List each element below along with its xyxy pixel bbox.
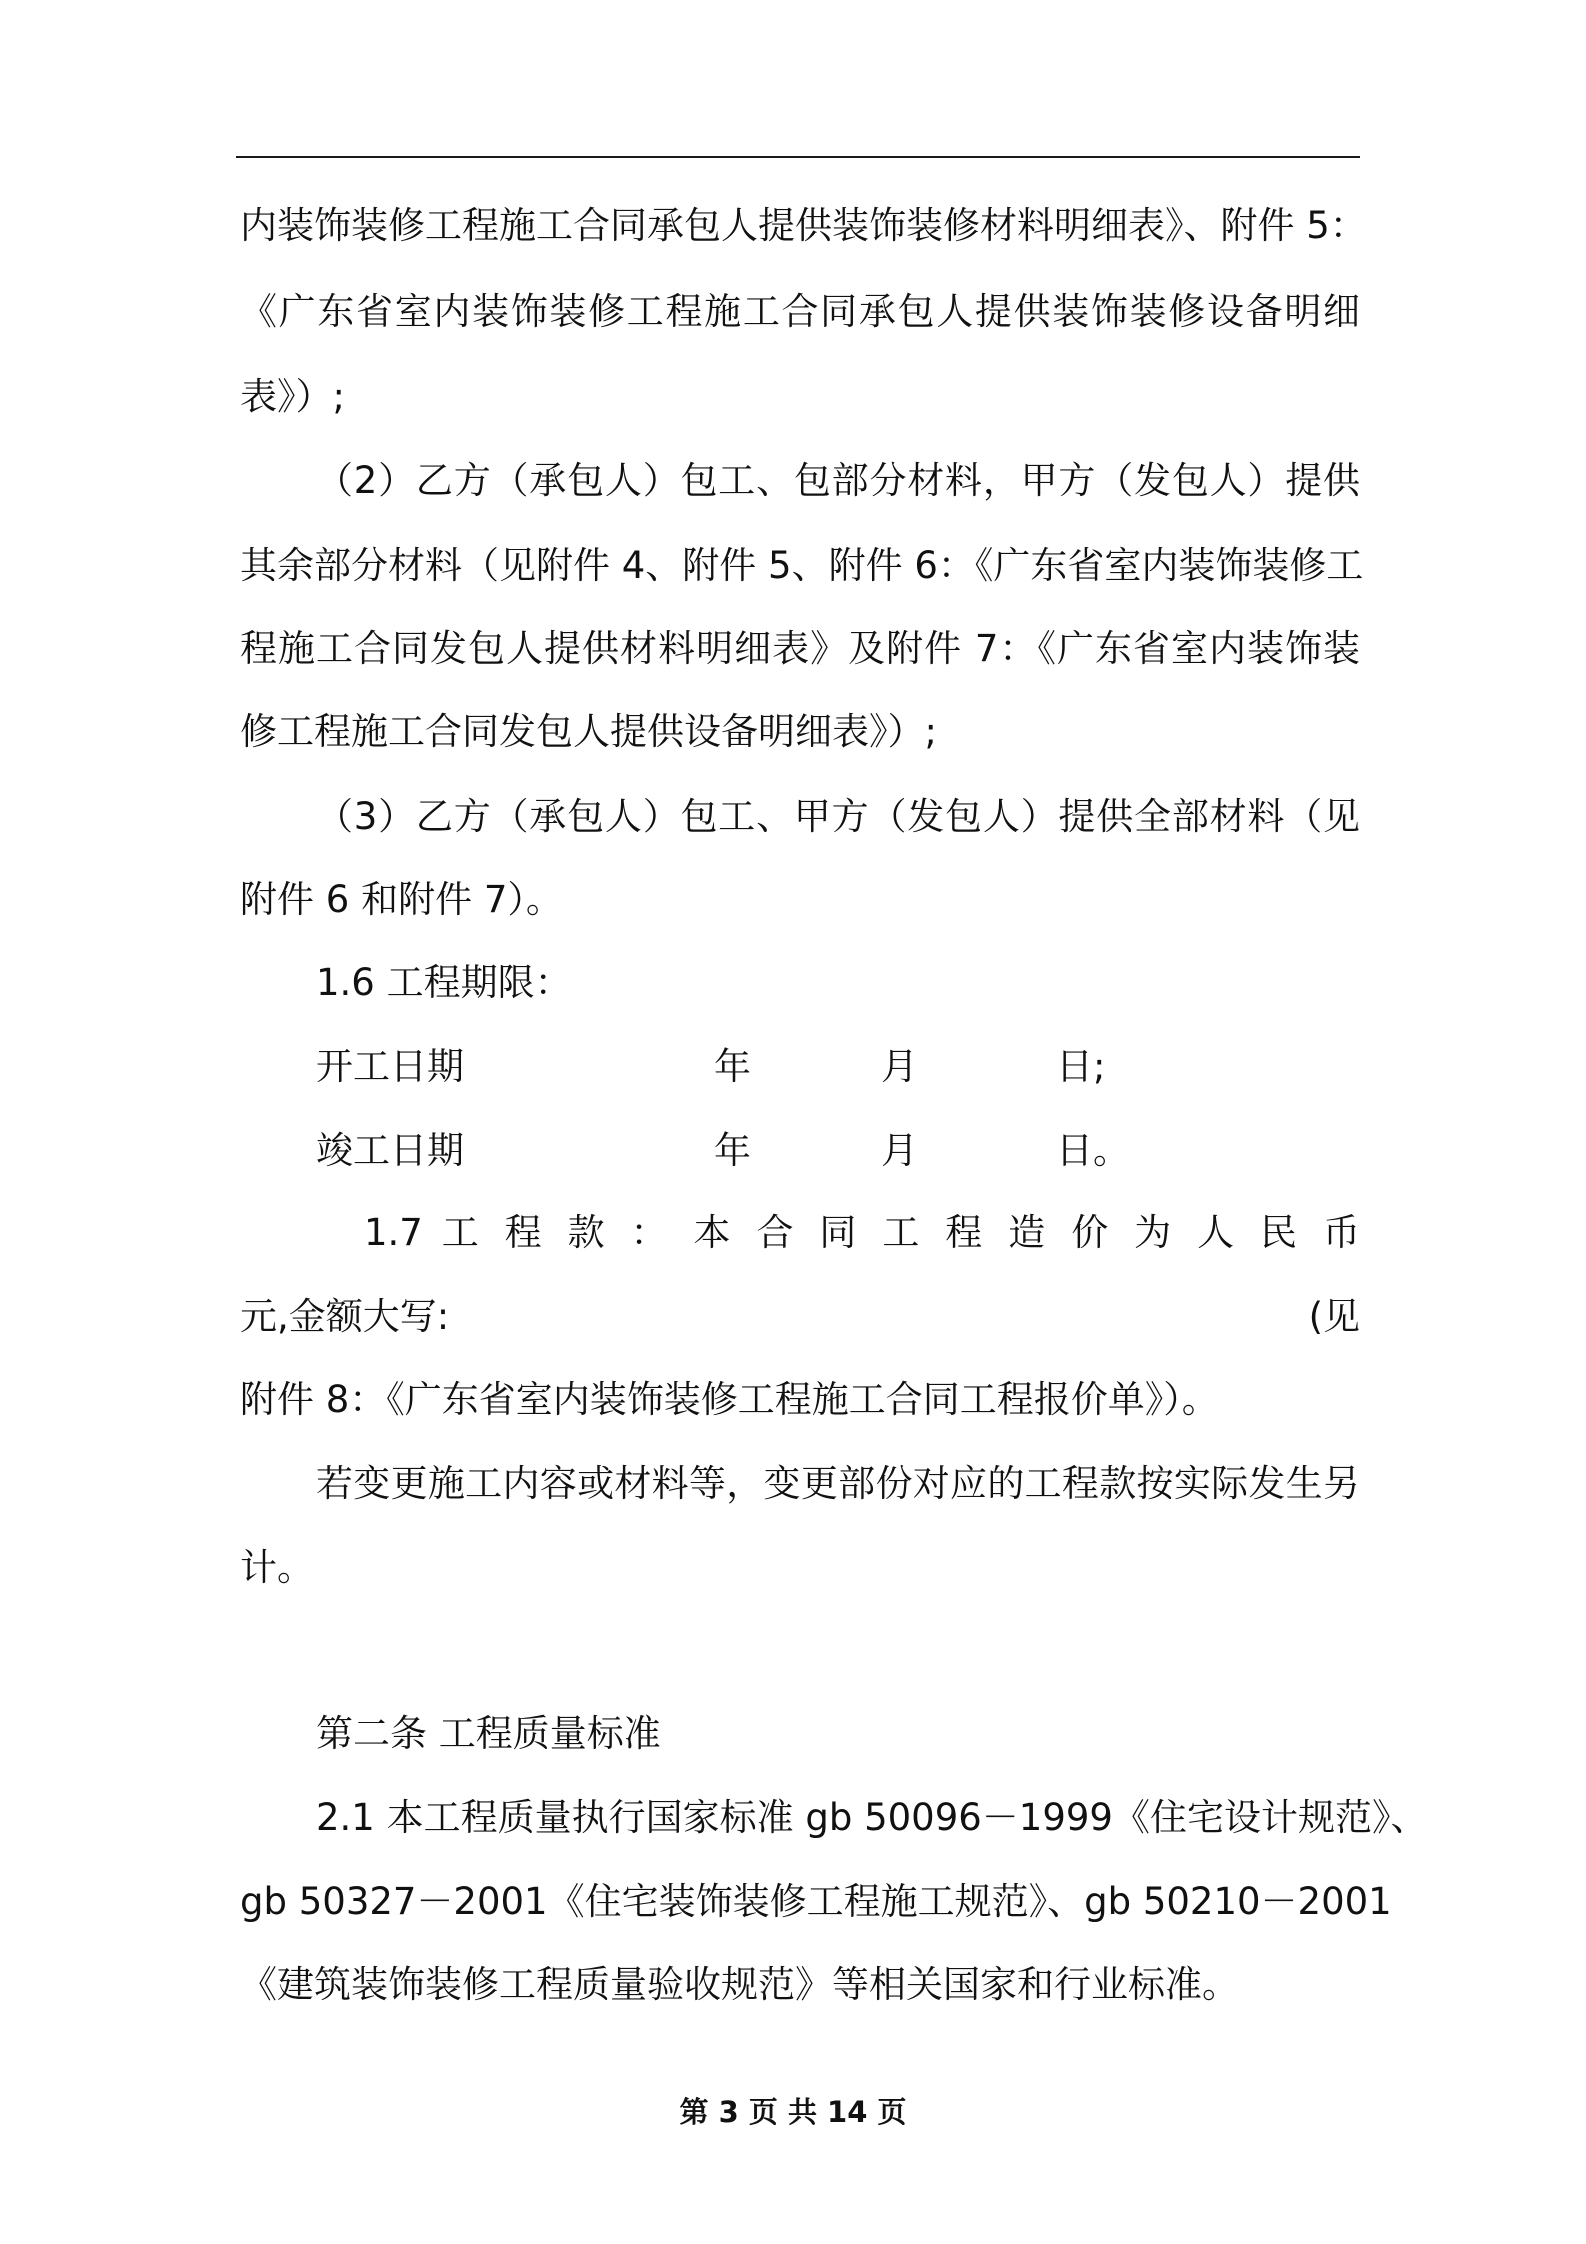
text-line: 《广东省室内装饰装修工程施工合同承包人提供装饰装修设备明细 xyxy=(240,290,1360,333)
amount-left: 元,金额大写: xyxy=(240,1295,450,1338)
start-date-year: 年 xyxy=(714,1045,751,1088)
page-footer: 第 3 页 共 14 页 xyxy=(679,2095,907,2129)
start-date-day: 日; xyxy=(1056,1045,1106,1088)
text-line: 计。 xyxy=(240,1546,314,1589)
text-line: 2.1 本工程质量执行国家标准 gb 50096－1999《住宅设计规范》、 xyxy=(316,1796,1428,1839)
end-date-label: 竣工日期 xyxy=(316,1129,464,1172)
text-line: 《建筑装饰装修工程质量验收规范》等相关国家和行业标准。 xyxy=(240,1963,1239,2006)
text-line: 内装饰装修工程施工合同承包人提供装饰装修材料明细表》、附件 5： xyxy=(240,204,1367,247)
section-heading: 1.6 工程期限： xyxy=(316,961,572,1004)
text-line: （3）乙方（承包人）包工、甲方（发包人）提供全部材料（见 xyxy=(316,795,1360,838)
text-line: 程施工合同发包人提供材料明细表》及附件 7：《广东省室内装饰装 xyxy=(240,627,1360,670)
end-date-year: 年 xyxy=(714,1129,751,1172)
text-line: （2）乙方（承包人）包工、包部分材料，甲方（发包人）提供 xyxy=(316,459,1360,502)
text-line: gb 50327－2001《住宅装饰装修工程施工规范》、gb 50210－2001 xyxy=(240,1880,1392,1923)
text-line: 附件 6 和附件 7）。 xyxy=(240,878,563,921)
amount-right: (见 xyxy=(1308,1295,1360,1338)
text-line: 表》）; xyxy=(240,375,345,418)
start-date-month: 月 xyxy=(881,1045,918,1088)
text-line: 其余部分材料（见附件 4、附件 5、附件 6：《广东省室内装饰装修工 xyxy=(240,544,1364,587)
text-line: 修工程施工合同发包人提供设备明细表》）; xyxy=(240,710,937,753)
start-date-label: 开工日期 xyxy=(316,1045,464,1088)
amount-row xyxy=(240,1295,1360,1339)
end-date-day: 日。 xyxy=(1056,1129,1130,1172)
end-date-month: 月 xyxy=(881,1129,918,1172)
article-heading: 第二条 工程质量标准 xyxy=(316,1712,661,1755)
text-line: 若变更施工内容或材料等，变更部份对应的工程款按实际发生另 xyxy=(316,1462,1360,1505)
text-line: 附件 8：《广东省室内装饰装修工程施工合同工程报价单》）。 xyxy=(240,1378,1219,1421)
header-rule xyxy=(236,156,1360,158)
text-line: 1.7 工 程 款 ： 本 合 同 工 程 造 价 为 人 民 币 xyxy=(364,1211,1360,1254)
